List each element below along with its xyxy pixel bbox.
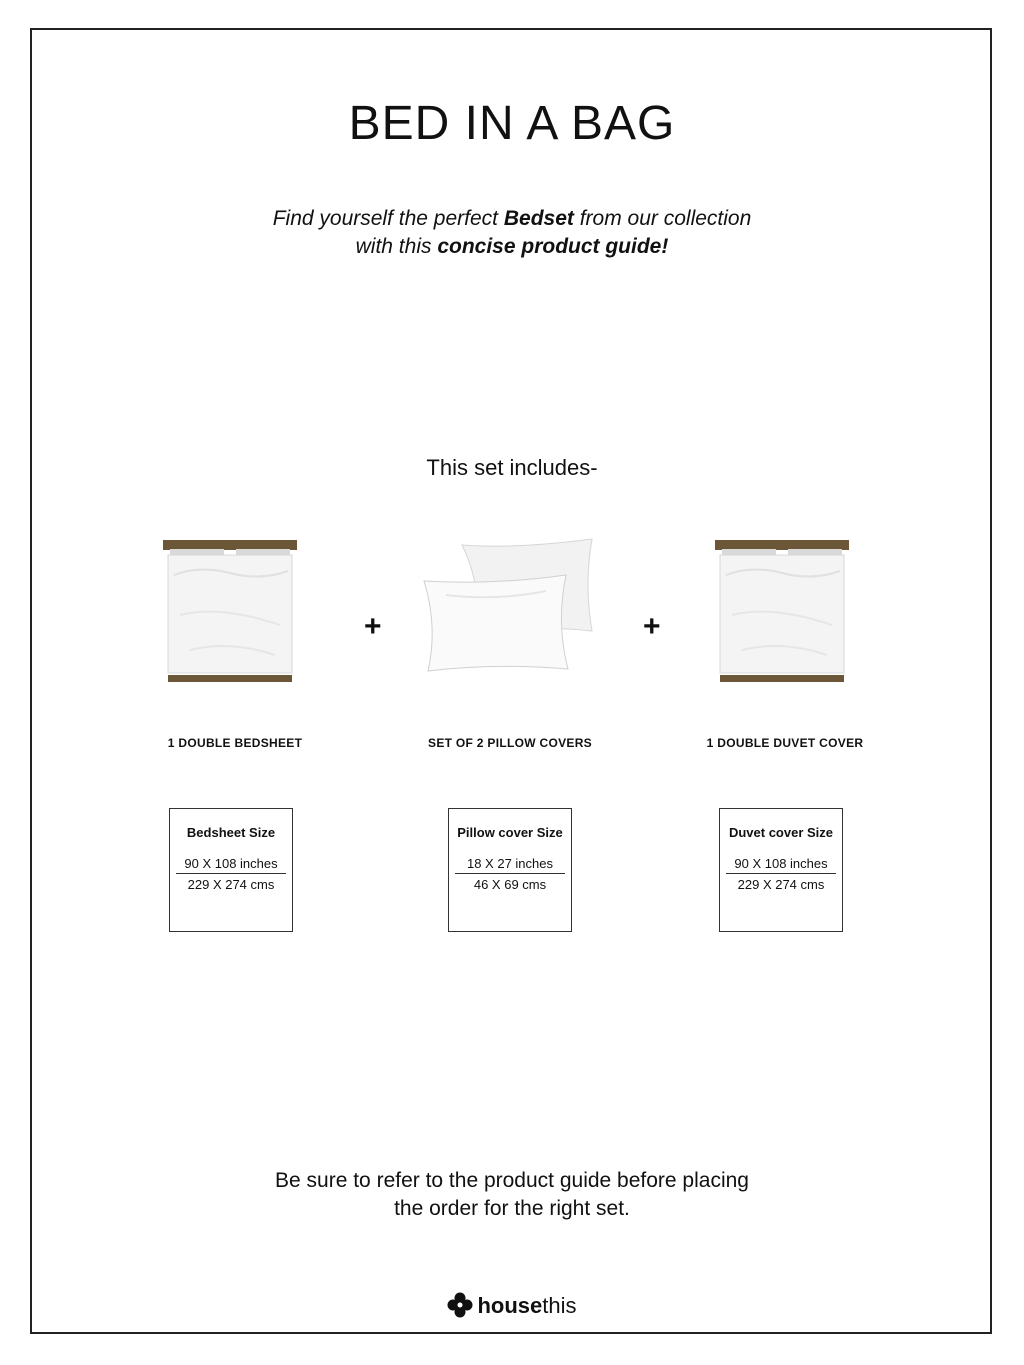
bed-icon xyxy=(712,535,852,700)
bed-icon xyxy=(160,535,300,700)
subtitle-text: from our collection xyxy=(573,207,752,230)
subtitle-bold: concise product guide! xyxy=(437,235,669,258)
size-inches: 90 X 108 inches xyxy=(184,856,278,871)
page-subtitle xyxy=(0,205,1024,261)
includes-heading: This set includes- xyxy=(426,455,598,480)
brand-name-strong: house xyxy=(477,1293,543,1318)
item-label-pillow-covers: SET OF 2 PILLOW COVERS xyxy=(428,736,592,750)
size-box-pillow-cover xyxy=(448,808,572,932)
item-label-duvet-cover: 1 DOUBLE DUVET COVER xyxy=(706,736,864,750)
size-title: Pillow cover Size xyxy=(457,825,563,840)
size-inches: 90 X 108 inches xyxy=(734,856,828,871)
size-cms: 229 X 274 cms xyxy=(737,877,825,892)
size-title: Bedsheet Size xyxy=(186,825,276,840)
subtitle-line-2 xyxy=(0,233,1024,261)
page-title: BED IN A BAG xyxy=(348,97,676,150)
footer-note xyxy=(0,1167,1024,1223)
size-cms: 46 X 69 cms xyxy=(473,877,547,892)
subtitle-line-1 xyxy=(0,205,1024,233)
subtitle-bold: Bedset xyxy=(503,207,574,230)
flower-logo-icon xyxy=(447,1292,473,1324)
plus-sign: + xyxy=(364,610,382,643)
divider xyxy=(726,873,836,874)
size-box-bedsheet xyxy=(169,808,293,932)
brand-logo xyxy=(0,1292,1024,1324)
divider xyxy=(176,873,286,874)
item-label-bedsheet: 1 DOUBLE BEDSHEET xyxy=(167,736,303,750)
footer-line-1: Be sure to refer to the product guide before placing xyxy=(275,1169,749,1192)
size-box-duvet-cover xyxy=(719,808,843,932)
divider xyxy=(455,873,565,874)
size-inches: 18 X 27 inches xyxy=(466,856,553,871)
subtitle-text: with this xyxy=(355,235,438,258)
plus-sign: + xyxy=(643,610,661,643)
size-title: Duvet cover Size xyxy=(728,825,834,840)
pillows-icon xyxy=(416,535,600,690)
subtitle-text: Find yourself the perfect xyxy=(272,207,504,230)
brand-name-light: this xyxy=(542,1293,577,1318)
footer-line-2: the order for the right set. xyxy=(394,1197,630,1220)
size-cms: 229 X 274 cms xyxy=(187,877,275,892)
